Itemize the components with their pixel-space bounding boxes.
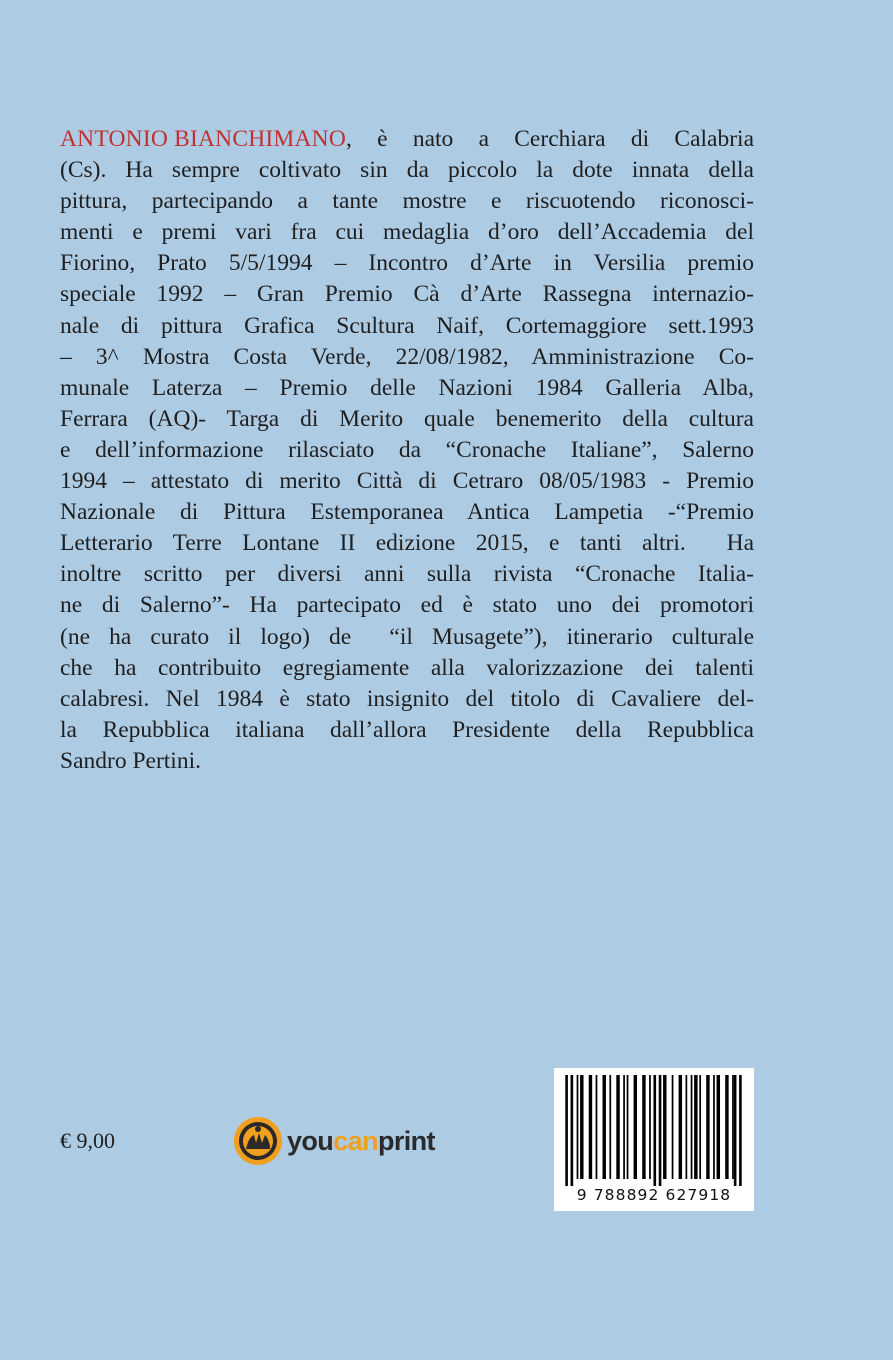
bio-line — [60, 497, 754, 528]
bio-line-text: Fiorino, Prato 5/5/1994 – Incontro d’Arte in Versilia premio — [60, 250, 754, 277]
bio-line — [60, 186, 754, 217]
barcode-bar — [580, 1075, 583, 1179]
barcode-bar — [734, 1075, 737, 1186]
bio-line-text: ne di Salerno”- Ha partecipato ed è stato uno dei promotori — [60, 592, 754, 619]
barcode-bar — [577, 1075, 579, 1179]
bio-line-text: (Cs). Ha sempre coltivato sin da piccolo la dote innata della — [60, 157, 754, 184]
bio-line-text: Sandro Pertini. — [60, 747, 201, 774]
barcode-bar — [634, 1075, 637, 1179]
author-bio — [60, 124, 754, 777]
bio-line-text: (ne ha curato il logo) de “il Musagete”), itinerario culturale — [60, 623, 754, 650]
barcode-bar — [589, 1075, 592, 1179]
barcode-bar — [679, 1075, 682, 1179]
bio-line-text: la Repubblica italiana dall’allora Presidente della Repubblica — [60, 716, 754, 743]
bio-line-text: Letterario Terre Lontane II edizione 2015, e tanti altri. Ha — [60, 530, 754, 557]
bio-line — [60, 155, 754, 186]
bio-line — [60, 435, 754, 466]
publisher-name-accent: can — [333, 1125, 378, 1156]
bio-line-text: speciale 1992 – Gran Premio Cà d’Arte Rassegna internazio- — [60, 281, 754, 308]
bio-line — [60, 746, 754, 777]
author-name: ANTONIO BIANCHIMANO — [60, 126, 347, 152]
barcode-bar — [694, 1075, 697, 1179]
bio-line-text: 1994 – attestato di merito Città di Cetraro 08/05/1983 - Premio — [60, 468, 754, 495]
barcode-bar — [663, 1075, 666, 1179]
bio-line — [60, 124, 754, 155]
bio-line-text: che ha contribuito egregiamente alla valorizzazione dei talenti — [60, 654, 754, 681]
bio-line-text: pittura, partecipando a tante mostre e riscuotendo riconosci- — [60, 188, 754, 215]
barcode-bar — [699, 1075, 701, 1179]
bio-line-text: Nazionale di Pittura Estemporanea Antica Lampetia -“Premio — [60, 499, 754, 526]
price-label: € 9,00 — [60, 1128, 115, 1153]
barcode-bar — [642, 1075, 645, 1179]
barcode-bar — [603, 1075, 606, 1179]
barcode-bar — [623, 1075, 625, 1179]
bio-line — [60, 559, 754, 590]
barcode-bar — [725, 1075, 728, 1179]
bio-line-text: – 3^ Mostra Costa Verde, 22/08/1982, Amministrazione Co- — [60, 343, 754, 370]
bio-line — [60, 590, 754, 621]
hands-circle-logo-icon — [232, 1115, 284, 1167]
bio-line-text: e dell’informazione rilasciato da “Cronache Italiane”, Salerno — [60, 436, 754, 463]
bio-line — [60, 528, 754, 559]
barcode-bar — [691, 1075, 693, 1179]
bio-line — [60, 622, 754, 653]
barcode-bar — [713, 1075, 715, 1179]
barcode-bar — [686, 1075, 688, 1179]
barcode-bar — [609, 1075, 611, 1179]
publisher-name — [287, 1126, 435, 1157]
bio-line-text: menti e premi vari fra cui medaglia d’oro dell’Accademia del — [60, 219, 754, 246]
bio-line — [60, 342, 754, 373]
barcode-digits: 9 788892 627918 — [576, 1186, 732, 1204]
barcode-bar — [616, 1075, 619, 1179]
bio-line — [60, 279, 754, 310]
isbn-barcode — [554, 1068, 754, 1211]
barcode-bar — [672, 1075, 674, 1179]
bio-line — [60, 466, 754, 497]
publisher-logo — [232, 1113, 442, 1169]
barcode-bar — [732, 1075, 734, 1179]
bio-line — [60, 404, 754, 435]
barcode-bar — [627, 1075, 629, 1179]
bio-line — [60, 684, 754, 715]
barcode-bars — [562, 1075, 745, 1186]
bio-line-text: , è nato a Cerchiara di Calabria — [346, 126, 754, 152]
bio-line — [60, 373, 754, 404]
bio-line-text: munale Laterza – Premio delle Nazioni 1984 Galleria Alba, — [60, 374, 754, 401]
bio-line — [60, 311, 754, 342]
barcode-bar — [596, 1075, 598, 1179]
barcode-bar — [649, 1075, 651, 1179]
bio-line — [60, 715, 754, 746]
barcode-bar — [706, 1075, 709, 1179]
barcode-bar — [739, 1075, 742, 1186]
bio-line-text: Ferrara (AQ)- Targa di Merito quale benemerito della cultura — [60, 405, 754, 432]
barcode-bar — [717, 1075, 720, 1179]
barcode-bar — [653, 1075, 656, 1186]
barcode-bar — [565, 1075, 568, 1186]
bio-line-text: calabresi. Nel 1984 è stato insignito del titolo di Cavaliere del- — [60, 685, 754, 712]
bio-line — [60, 217, 754, 248]
barcode-bar — [659, 1075, 662, 1186]
barcode-bar — [571, 1075, 574, 1186]
bio-line — [60, 653, 754, 684]
bio-line-text: nale di pittura Grafica Scultura Naif, Cortemaggiore sett.1993 — [60, 312, 754, 339]
bio-line — [60, 248, 754, 279]
bio-line-text: inoltre scritto per diversi anni sulla rivista “Cronache Italia- — [60, 561, 754, 588]
publisher-name-suffix: print — [377, 1125, 435, 1156]
publisher-name-prefix: you — [287, 1125, 334, 1156]
